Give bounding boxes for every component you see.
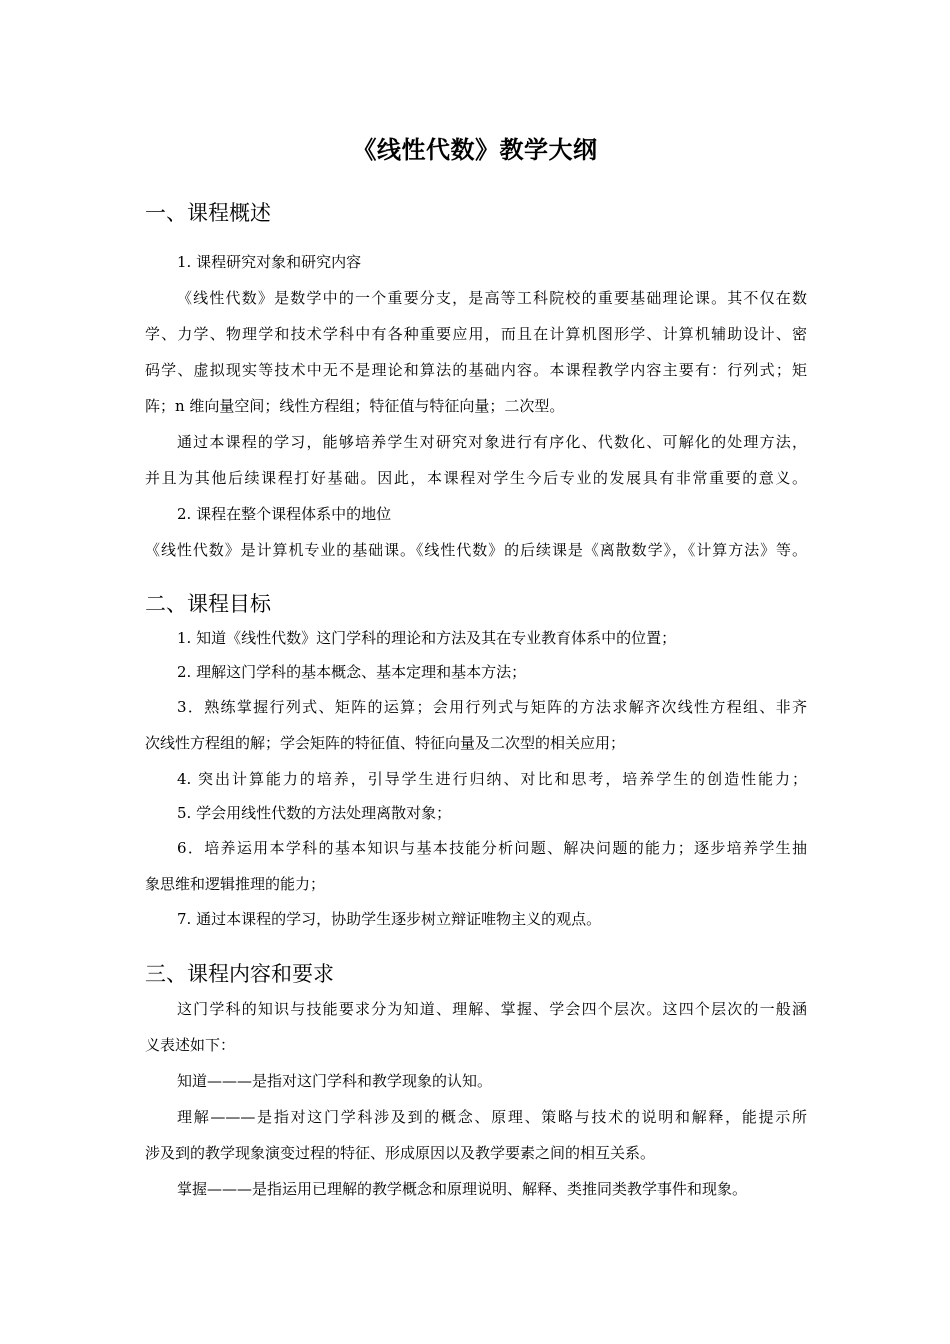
goal-item-continuation: 次线性方程组的解；学会矩阵的特征值、特征向量及二次型的相关应用； <box>145 734 626 752</box>
paragraph-line: 并且为其他后续课程打好基础。因此，本课程对学生今后专业的发展具有非常重要的意义。 <box>145 469 807 487</box>
goal-item: 3．熟练掌握行列式、矩阵的运算；会用行列式与矩阵的方法求解齐次线性方程组、非齐 <box>177 698 807 716</box>
document-title: 《线性代数》教学大纲 <box>352 136 598 164</box>
goal-item: 5. 学会用线性代数的方法处理离散对象； <box>177 804 452 822</box>
level-definition-know: 知道———是指对这门学科和教学现象的认知。 <box>177 1072 493 1090</box>
goal-item: 4. 突出计算能力的培养，引导学生进行归纳、对比和思考，培养学生的创造性能力； <box>177 770 807 788</box>
paragraph-line: 涉及到的教学现象演变过程的特征、形成原因以及教学要素之间的相互关系。 <box>145 1144 656 1162</box>
level-definition-understand: 理解———是指对这门学科涉及到的概念、原理、策略与技术的说明和解释，能提示所 <box>177 1108 807 1126</box>
section-heading-goals: 二、课程目标 <box>145 592 271 616</box>
subsection-title-research: 1. 课程研究对象和研究内容 <box>177 253 362 271</box>
paragraph-line: 码学、虚拟现实等技术中无不是理论和算法的基础内容。本课程教学内容主要有：行列式；矩 <box>145 361 807 379</box>
level-definition-master: 掌握———是指运用已理解的教学概念和原理说明、解释、类推同类教学事件和现象。 <box>177 1180 748 1198</box>
goal-item: 1. 知道《线性代数》这门学科的理论和方法及其在专业教育体系中的位置； <box>177 629 677 647</box>
paragraph-line: 学、力学、物理学和技术学科中有各种重要应用，而且在计算机图形学、计算机辅助设计、密 <box>145 325 807 343</box>
paragraph-line: 《线性代数》是数学中的一个重要分支，是高等工科院校的重要基础理论课。其不仅在数 <box>177 289 807 307</box>
paragraph-line: 阵；n 维向量空间；线性方程组；特征值与特征向量；二次型。 <box>145 397 565 415</box>
paragraph-line: 这门学科的知识与技能要求分为知道、理解、掌握、学会四个层次。这四个层次的一般涵 <box>177 1000 807 1018</box>
goal-item-continuation: 象思维和逻辑推理的能力； <box>145 875 326 893</box>
goal-item: 2. 理解这门学科的基本概念、基本定理和基本方法； <box>177 663 527 681</box>
goal-item: 6．培养运用本学科的基本知识与基本技能分析问题、解决问题的能力；逐步培养学生抽 <box>177 839 807 857</box>
goal-item: 7. 通过本课程的学习，协助学生逐步树立辩证唯物主义的观点。 <box>177 910 602 928</box>
paragraph-line: 《线性代数》是计算机专业的基础课。《线性代数》的后续课是《离散数学》，《计算方法》等。 <box>145 541 807 559</box>
section-heading-overview: 一、课程概述 <box>145 201 271 225</box>
subsection-title-position: 2. 课程在整个课程体系中的地位 <box>177 505 392 523</box>
paragraph-line: 义表述如下： <box>145 1036 236 1054</box>
section-heading-content: 三、课程内容和要求 <box>145 962 334 986</box>
paragraph-line: 通过本课程的学习，能够培养学生对研究对象进行有序化、代数化、可解化的处理方法， <box>177 433 807 451</box>
